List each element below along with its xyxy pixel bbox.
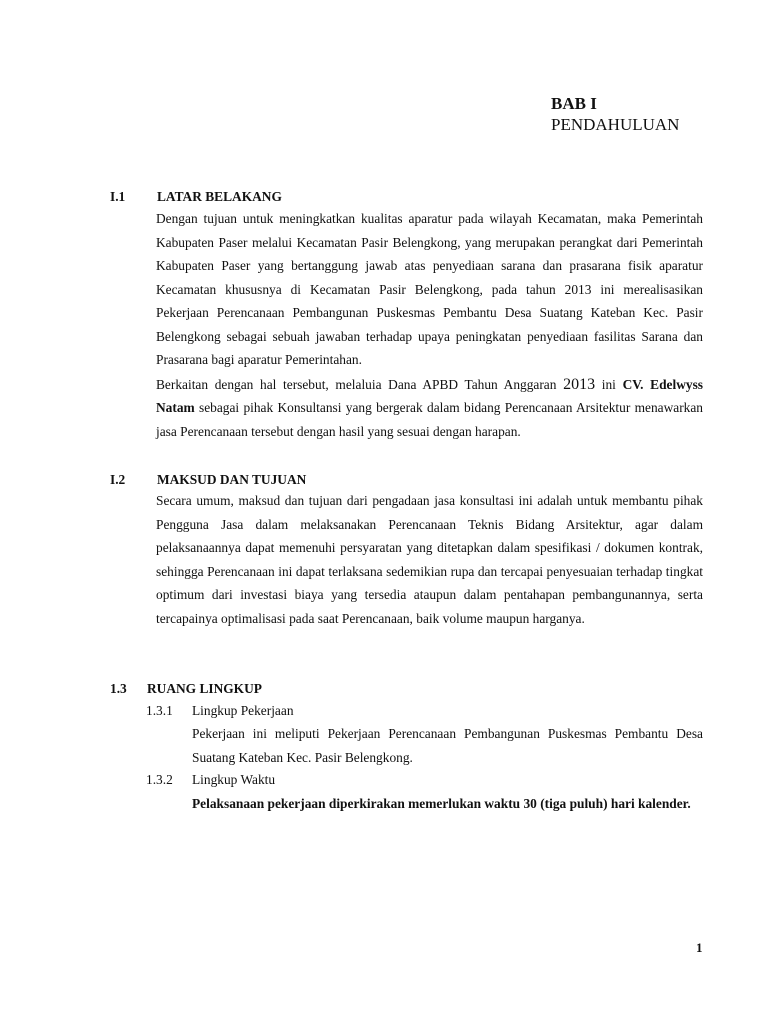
chapter-heading: [551, 93, 679, 135]
chapter-title: PENDAHULUAN: [551, 115, 680, 134]
section-title: MAKSUD DAN TUJUAN: [157, 472, 307, 487]
section-body-latar-belakang: [156, 207, 703, 443]
paragraph-text: ini: [595, 376, 623, 392]
paragraph: Pekerjaan ini meliputi Pekerjaan Perencanaan Pembangunan Puskesmas Pembantu Desa Suatang Kateban Kec. Pasir Belengkong.: [192, 726, 703, 765]
section-title: RUANG LINGKUP: [147, 681, 262, 696]
section-title: LATAR BELAKANG: [157, 189, 282, 204]
company-name: CV. Edelwyss Natam: [156, 376, 704, 415]
subsection-heading-lingkup-waktu: [146, 771, 275, 789]
paragraph: Secara umum, maksud dan tujuan dari pengadaan jasa konsultasi ini adalah untuk membantu pihak Pengguna Jasa dalam melaksanakan Perencanaan Teknis Bidang Arsitektur, agar dalam pelaksanaannya dapat memenuhi persyaratan yang ditetapkan dalam spesifikasi / dokumen kontrak, sehingga Perencanaan ini dapat terlaksana sedemikian rupa dan tercapai penyesuaian terhadap tingkat optimum dari investasi biaya yang tersedia ataupun dalam pentahapan pembangunannya, serta tercapainya optimalisasi pada saat Perencanaan, baik volume maupun harganya.: [156, 493, 703, 626]
section-heading-latar-belakang: [110, 188, 282, 206]
paragraph: [156, 373, 703, 444]
subsection-heading-lingkup-pekerjaan: [146, 702, 294, 720]
budget-year: 2013: [563, 375, 596, 393]
subsection-title: Lingkup Waktu: [192, 772, 276, 787]
page-number: 1: [696, 940, 703, 955]
section-number: I.2: [110, 472, 126, 487]
subsection-body-lingkup-pekerjaan: [192, 722, 703, 769]
section-number: I.1: [110, 189, 126, 204]
paragraph: Dengan tujuan untuk meningkatkan kualitas aparatur pada wilayah Kecamatan, maka Pemerintah Kabupaten Paser melalui Kecamatan Pasir Belengkong, yang merupakan perangkat dari Pemerintah Kabupaten Paser yang bertanggung jawab atas penyediaan sarana dan prasarana fisik aparatur Kecamatan khususnya di Kecamatan Pasir Belengkong, pada tahun 2013 ini merealisasikan Pekerjaan Perencanaan Pembangunan Puskesmas Pembantu Desa Suatang Kateban Kec. Pasir Belengkong sebagai sebuah jawaban terhadap upaya peningkatan penyediaan fasilitas Sarana dan Prasarana bagi aparatur Pemerintahan.: [156, 211, 703, 367]
subsection-body-lingkup-waktu: [192, 792, 703, 816]
subsection-number: 1.3.1: [146, 703, 173, 718]
section-heading-ruang-lingkup: [110, 680, 262, 698]
chapter-number: BAB I: [551, 94, 597, 113]
section-number: 1.3: [110, 681, 127, 696]
section-body-maksud-tujuan: [156, 489, 703, 630]
section-heading-maksud-tujuan: [110, 471, 306, 489]
paragraph-text: sebagai pihak Konsultansi yang bergerak dalam bidang Perencanaan Arsitektur menawarkan jasa Perencanaan tersebut dengan hasil yang sesuai dengan harapan.: [156, 400, 703, 439]
subsection-title: Lingkup Pekerjaan: [192, 703, 294, 718]
subsection-number: 1.3.2: [146, 772, 173, 787]
paragraph: Pelaksanaan pekerjaan diperkirakan memerlukan waktu 30 (tiga puluh) hari kalender.: [192, 796, 691, 811]
paragraph-text: Berkaitan dengan hal tersebut, melaluia Dana APBD Tahun Anggaran: [156, 376, 564, 392]
